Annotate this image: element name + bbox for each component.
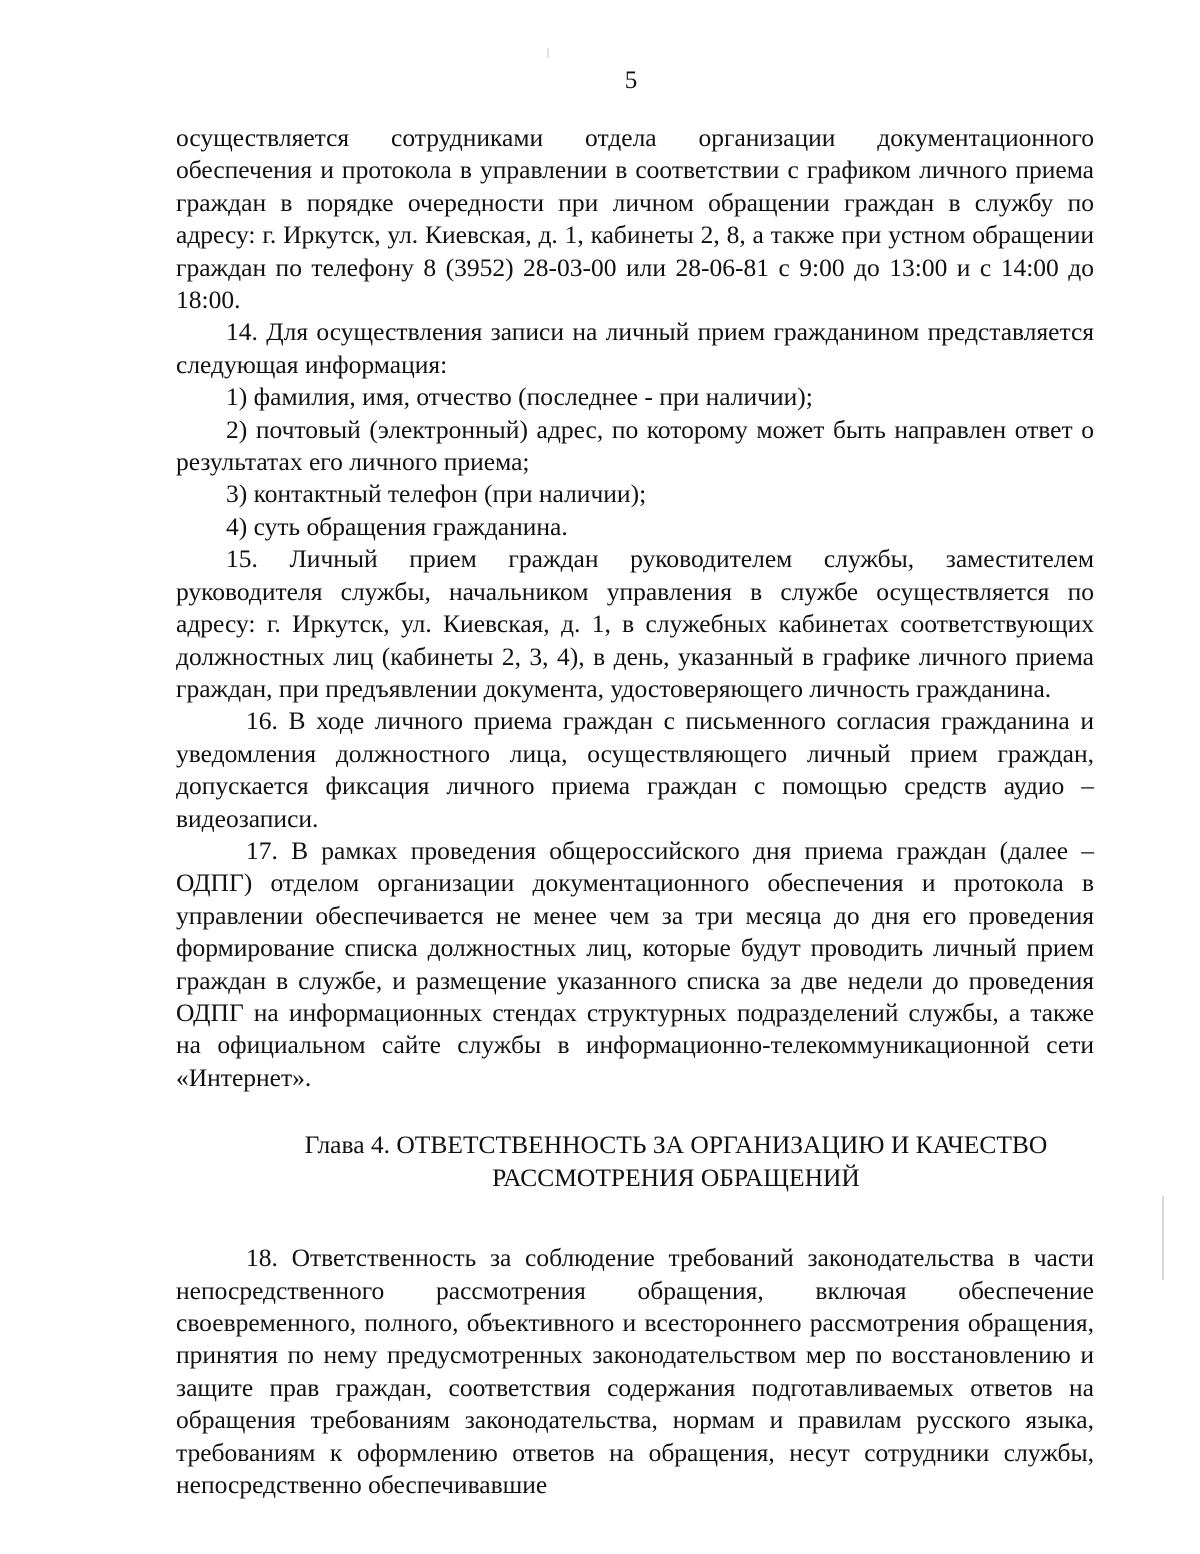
paragraph-18: 18. Ответственность за соблюдение требований законодательства в части непосредственного рассмотрения обращения, включая обеспечение своевременного, полного, объективного и всестороннего рассмотрения обращения, принятия по нему предусмотренных законодательством мер по восстановлению и защите прав граждан, соответствия содержания подготавливаемых ответов на обращения требованиям законодательства, нормам и правилам русского языка, требованиям к оформлению ответов на обращения, несут сотрудники службы, непосредственно обеспечивавшие xyxy=(176,1243,1094,1500)
document-body xyxy=(176,122,1094,1501)
paragraph-continuation: осуществляется сотрудниками отдела организации документационного обеспечения и протокола в управлении в соответствии с графиком личного приема граждан в порядке очередности при личном обращении граждан в службу по адресу: г. Иркутск, ул. Киевская, д. 1, кабинеты 2, 8, а также при устном обращении граждан по телефону 8 (3952) 28-03-00 или 28-06-81 с 9:00 до 13:00 и с 14:00 до 18:00. xyxy=(176,123,1094,315)
chapter-heading-line-1: Глава 4. ОТВЕТСТВЕННОСТЬ ЗА ОРГАНИЗАЦИЮ И КАЧЕСТВО xyxy=(304,1130,1048,1160)
page-number: 5 xyxy=(624,67,638,94)
chapter-heading-line-2: РАССМОТРЕНИЯ ОБРАЩЕНИЙ xyxy=(492,1163,860,1193)
list-item-14-3: 3) контактный телефон (при наличии); xyxy=(226,479,647,509)
chapter-heading xyxy=(176,1128,1094,1194)
list-item-14-4: 4) суть обращения гражданина. xyxy=(226,511,568,541)
paragraph-15: 15. Личный прием граждан руководителем службы, заместителем руководителя службы, начальником управления в службе осуществляется по адресу: г. Иркутск, ул. Киевская, д. 1, в служебных кабинетах соответствующих должностных лиц (кабинеты 2, 3, 4), в день, указанный в графике личного приема граждан, при предъявлении документа, удостоверяющего личность гражданина. xyxy=(176,544,1094,703)
scan-artifact xyxy=(547,48,549,58)
spacer xyxy=(176,1194,1094,1242)
list-item-14-2: 2) почтовый (электронный) адрес, по которому может быть направлен ответ о результатах его личного приема; xyxy=(176,414,1094,477)
paragraph-17: 17. В рамках проведения общероссийского дня приема граждан (далее – ОДПГ) отделом организации документационного обеспечения и протокола в управлении обеспечивается не менее чем за три месяца до дня его проведения формирование списка должностных лиц, которые будут проводить личный прием граждан в службе, и размещение указанного списка за две недели до проведения ОДПГ на информационных стендах структурных подразделений службы, а также на официальном сайте службы в информационно-телекоммуникационной сети «Интернет». xyxy=(176,835,1094,1092)
paragraph-14: 14. Для осуществления записи на личный прием гражданином представляется следующая информация: xyxy=(176,317,1094,379)
list-item-14-1: 1) фамилия, имя, отчество (последнее - при наличии); xyxy=(226,382,813,412)
scan-artifact-margin-line xyxy=(1162,1196,1164,1280)
paragraph-16: 16. В ходе личного приема граждан с письменного согласия гражданина и уведомления должностного лица, осуществляющего личный прием граждан, допускается фиксация личного приема граждан с помощью средств аудио – видеозаписи. xyxy=(176,706,1094,833)
